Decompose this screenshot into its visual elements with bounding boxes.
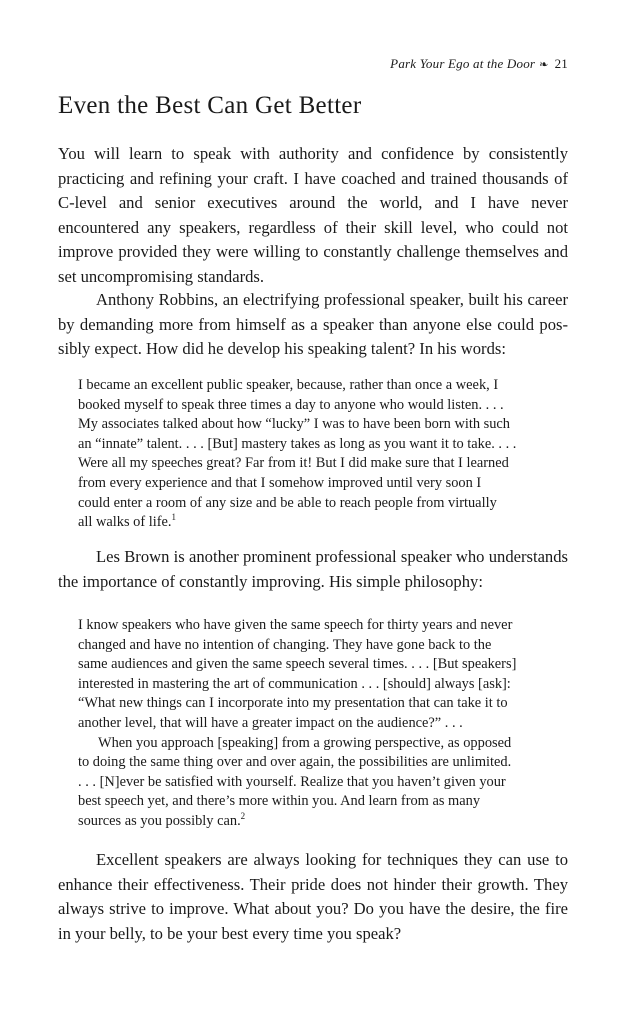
quote-line: I know speakers who have given the same speech for thirty years and never [78,617,513,633]
quote-line: to doing the same thing over and over again, the possibilities are unlimited. [78,754,512,771]
running-head [390,56,568,72]
quote-line: booked myself to speak three times a day to anyone who would listen. . . . [78,396,504,413]
running-head-title: Park Your Ego at the Door [390,56,536,71]
paragraph: Les Brown is another prominent professional speaker who understands the importance of constantly improving. His simple philosophy: [58,547,568,591]
quote-line: interested in mastering the art of communication . . . [should] always [ask]: [78,675,511,692]
quote-line: . . . [N]ever be satisfied with yourself. Realize that you haven’t given your [78,773,506,790]
quote-line: from every experience and that I somehow improved until very soon I [78,474,482,491]
quote-line: My associates talked about how “lucky” I was to have been born with such [78,416,511,433]
quote-line: could enter a room of any size and be able to reach people from virtually [78,494,497,511]
paragraph: Excellent speakers are always looking for techniques they can use to enhance their effectiveness. Their pride does not hinder their growth. They always strive to improve. What about you? Do you have the desire, the fire in your belly, to be your best every time you speak? [58,850,568,943]
quote-line-text: sources as you possibly can. [78,812,241,829]
paragraph: You will learn to speak with authority and confidence by consistently practicing and refining your craft. I have coached and trained thousands of C-level and senior executives around the world, and I have never encountered any speakers, regardless of their skill level, who could not improve provided they were willing to constantly challenge themselves and set uncompromising standards. [58,144,568,286]
paragraph: Anthony Robbins, an electrifying professional speaker, built his career by demanding more from himself as a speaker than anyone else could possibly expect. How did he develop his speaking talent? In his words: [58,290,568,359]
page-number: 21 [554,56,568,71]
quote-line: an “innate” talent. . . . [But] mastery takes as long as you want it to take. . . . [78,435,517,452]
quote-line [78,812,556,832]
quote-line: changed and have no intention of changing. They have gone back to the [78,636,492,653]
footnote-marker: 1 [171,512,177,523]
quote-line: another level, that will have a greater impact on the audience?” . . . [78,714,463,731]
quote-line: best speech yet, and there’s more within you. And learn from as many [78,793,481,810]
quote-line: “What new things can I incorporate into my presentation that can take it to [78,695,508,712]
chapter-title: Even the Best Can Get Better [58,92,362,119]
footnote-marker: 2 [240,811,246,822]
block-quote [78,616,556,832]
quote-line: Were all my speeches great? Far from it! But I did make sure that I learned [78,455,509,472]
quote-line: I became an excellent public speaker, because, rather than once a week, I [78,377,499,393]
quote-line [78,513,556,533]
leaf-ornament-icon: ❧ [539,59,549,71]
quote-line-text: all walks of life. [78,514,172,531]
quote-line: same audiences and given the same speech several times. . . . [But speakers] [78,656,517,673]
quote-line: When you approach [speaking] from a growing perspective, as opposed [98,734,512,751]
block-quote [78,376,556,533]
